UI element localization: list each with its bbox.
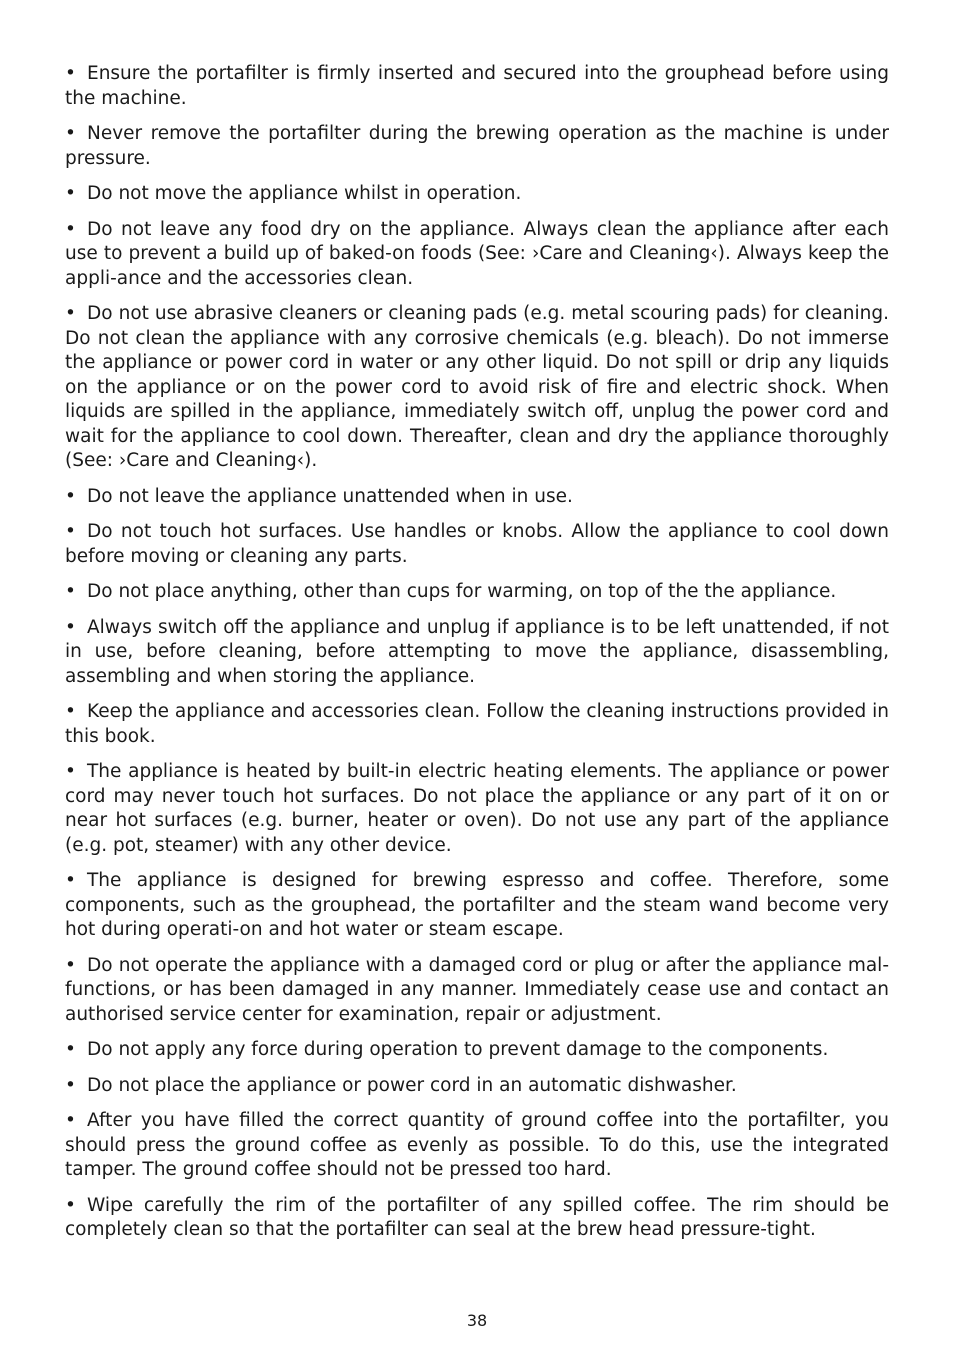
bullet: •	[65, 1039, 76, 1060]
page-number: 38	[466, 1311, 488, 1330]
instruction-text: Always switch off the appliance and unplug if appliance is to be left unattended, if not in use, before cleaning, before attempting to move the appliance, disassembling, assembling and when storing the appliance.	[65, 616, 889, 687]
bullet: •	[65, 616, 76, 638]
instruction-item	[65, 1194, 889, 1243]
instruction-text: Do not operate the appliance with a damaged cord or plug or after the appliance mal-functions, or has been damaged in any manner. Immediately cease use and contact an authorised service center for examination, repair or adjustment.	[65, 954, 889, 1025]
instruction-text: The appliance is designed for brewing espresso and coffee. Therefore, some components, such as the grouphead, the portafilter and the steam wand become very hot during operati-on and hot water or steam escape.	[65, 870, 889, 940]
instruction-text: Never remove the portafilter during the brewing operation as the machine is under pressure.	[65, 123, 889, 169]
bullet: •	[65, 581, 76, 602]
instruction-text: The appliance is heated by built-in electric heating elements. The appliance or power cord may never touch hot surfaces. Do not place the appliance or any part of it on or near hot surfaces (e.g. burner, heater or oven). Do not use any part of the appliance (e.g. pot, steamer) with any other device.	[65, 761, 889, 856]
instruction-text: Keep the appliance and accessories clean. Follow the cleaning instructions provided in this book.	[65, 701, 889, 747]
safety-instructions-list	[65, 62, 889, 1243]
bullet: •	[65, 485, 76, 507]
instruction-item	[65, 520, 889, 569]
instruction-item	[65, 1074, 889, 1099]
instruction-text: Do not leave any food dry on the appliance. Always clean the appliance after each use to prevent a build up of baked-on foods (See: ›Care and Cleaning‹). Always keep the appli-ance and the accessories clean.	[65, 218, 889, 289]
bullet: •	[65, 761, 76, 782]
instruction-text: Do not place the appliance or power cord in an automatic dishwasher.	[87, 1074, 737, 1096]
instruction-item	[65, 485, 889, 510]
instruction-text: Do not use abrasive cleaners or cleaning pads (e.g. metal scouring pads) for cleaning. Do not clean the appliance with any corrosive chemicals (e.g. bleach). Do not immerse the appliance or power cord in water or any other liquid. Do not spill or drip any liquids on the appliance or on the power cord to avoid risk of fire and electric shock. When liquids are spilled in the appliance, immediately switch off, unplug the power cord and wait for the appliance to cool down. Thereafter, clean and dry the appliance thoroughly (See: ›Care and Cleaning‹).	[65, 303, 889, 471]
instruction-item	[65, 182, 889, 207]
bullet: •	[65, 701, 76, 722]
instruction-text: Ensure the portafilter is firmly inserted and secured into the grouphead before using the machine.	[65, 63, 889, 109]
bullet: •	[65, 123, 76, 144]
instruction-item	[65, 869, 889, 943]
instruction-text: Do not move the appliance whilst in operation.	[87, 183, 522, 204]
bullet: •	[65, 303, 76, 324]
instruction-item	[65, 122, 889, 171]
instruction-item	[65, 616, 889, 690]
instruction-text: After you have filled the correct quantity of ground coffee into the portafilter, you should press the ground coffee as evenly as possible. To do this, use the integrated tamper. The ground coffee should not be pressed too hard.	[65, 1110, 889, 1180]
bullet: •	[65, 870, 76, 891]
instruction-item	[65, 1109, 889, 1183]
bullet: •	[65, 521, 76, 542]
instruction-item	[65, 62, 889, 111]
instruction-text: Wipe carefully the rim of the portafilter of any spilled coffee. The rim should be completely clean so that the portafilter can seal at the brew head pressure-tight.	[65, 1194, 889, 1240]
bullet: •	[65, 1194, 76, 1216]
bullet: •	[65, 183, 76, 204]
instruction-text: Do not place anything, other than cups for warming, on top of the the appliance.	[87, 581, 837, 602]
bullet: •	[65, 63, 76, 84]
bullet: •	[65, 1074, 76, 1096]
instruction-item	[65, 580, 889, 605]
instruction-text: Do not apply any force during operation to prevent damage to the components.	[87, 1039, 829, 1060]
instruction-item	[65, 302, 889, 474]
bullet: •	[65, 954, 76, 976]
instruction-item	[65, 760, 889, 858]
instruction-text: Do not leave the appliance unattended when in use.	[87, 485, 573, 507]
instruction-item	[65, 700, 889, 749]
bullet: •	[65, 218, 76, 240]
instruction-text: Do not touch hot surfaces. Use handles or knobs. Allow the appliance to cool down before moving or cleaning any parts.	[65, 521, 889, 567]
instruction-item	[65, 218, 889, 292]
bullet: •	[65, 1110, 76, 1131]
instruction-item	[65, 1038, 889, 1063]
instruction-item	[65, 954, 889, 1028]
